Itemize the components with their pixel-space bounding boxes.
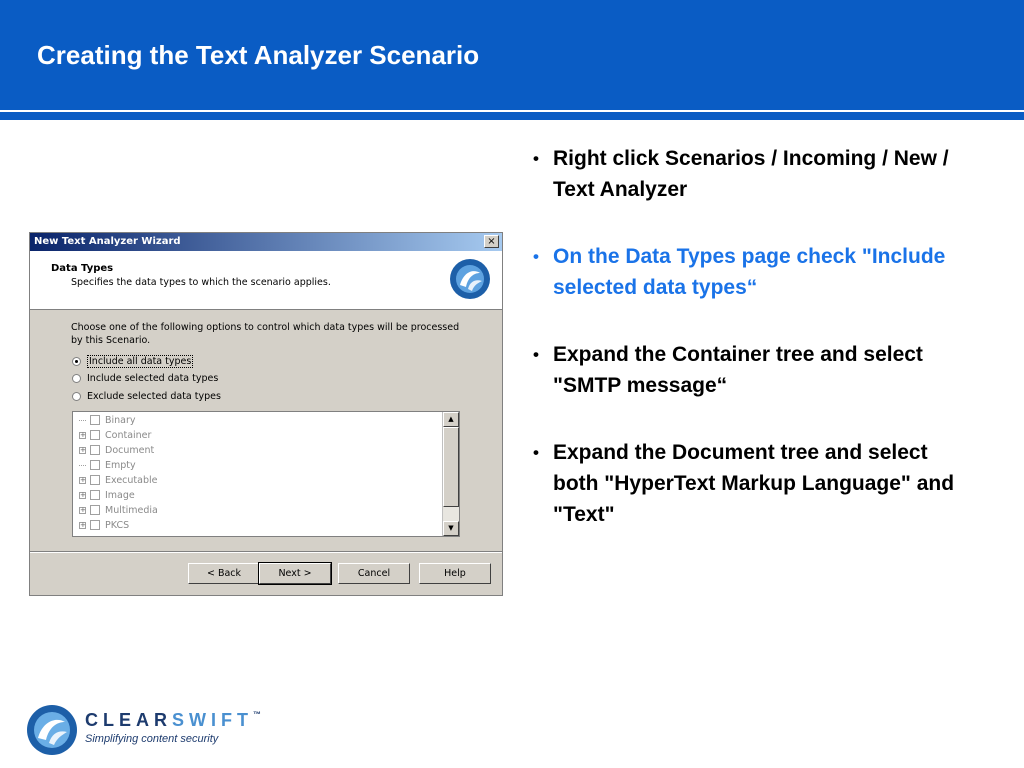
checkbox[interactable] (90, 415, 100, 425)
clearswift-logo-icon (448, 257, 492, 301)
back-button[interactable]: < Back (188, 563, 260, 584)
wizard-page-title: Data Types (51, 263, 114, 274)
checkbox[interactable] (90, 520, 100, 530)
tree-item-image[interactable] (79, 488, 135, 502)
checkbox[interactable] (90, 445, 100, 455)
bullet-icon: • (533, 443, 539, 462)
bullet-icon: • (533, 345, 539, 364)
wizard-page-subtitle: Specifies the data types to which the scenario applies. (71, 277, 331, 288)
clearswift-logo-icon (24, 702, 80, 758)
tree-line-icon (79, 420, 86, 421)
brand-suffix: SWIFT (172, 710, 253, 730)
bullet-icon: • (533, 247, 539, 266)
radio-include-all[interactable] (72, 355, 193, 368)
scroll-up-icon[interactable]: ▲ (443, 412, 459, 427)
button-separator (30, 551, 502, 553)
slide-title: Creating the Text Analyzer Scenario (37, 40, 480, 70)
expand-plus-icon[interactable]: + (80, 505, 86, 514)
expand-plus-icon[interactable]: + (80, 475, 86, 484)
tree-item-empty[interactable] (79, 458, 136, 472)
expand-plus-icon[interactable]: + (80, 520, 86, 529)
brand-tagline: Simplifying content security (85, 733, 219, 745)
tree-item-multimedia[interactable] (79, 503, 158, 517)
close-icon[interactable]: × (484, 235, 499, 248)
radio-unselected-icon[interactable] (72, 392, 81, 401)
radio-exclude-selected[interactable] (72, 391, 221, 402)
tree-line-icon (79, 465, 86, 466)
scroll-thumb[interactable] (443, 427, 459, 507)
checkbox[interactable] (90, 475, 100, 485)
radio-label: Include all data types (89, 356, 192, 367)
wizard-description: Choose one of the following options to control which data types will be processed by this Scenario. (71, 322, 460, 346)
expand-plus-icon[interactable]: + (80, 445, 86, 454)
wizard-title: New Text Analyzer Wizard (34, 236, 181, 247)
tree-item-label: Executable (105, 474, 158, 486)
radio-label: Exclude selected data types (87, 391, 221, 402)
data-types-tree[interactable] (72, 411, 460, 537)
radio-unselected-icon[interactable] (72, 374, 81, 383)
tree-item-container[interactable] (79, 428, 151, 442)
expand-plus-icon[interactable]: + (80, 490, 86, 499)
header-bar (0, 112, 1024, 120)
next-button[interactable]: Next > (259, 563, 331, 584)
bullet-text: Expand the Container tree and select "SMTP message“ (553, 343, 923, 397)
tree-item-label: Empty (105, 459, 136, 471)
checkbox[interactable] (90, 430, 100, 440)
tree-item-label: Document (105, 444, 155, 456)
bullet-text: Right click Scenarios / Incoming / New / Text Analyzer (553, 147, 949, 201)
expand-plus-icon[interactable]: + (80, 430, 86, 439)
wizard-titlebar (30, 233, 502, 251)
scroll-down-icon[interactable]: ▼ (443, 521, 459, 536)
tree-item-label: PKCS (105, 519, 130, 531)
tree-item-document[interactable] (79, 443, 154, 457)
tree-item-label: Multimedia (105, 504, 158, 516)
radio-include-selected[interactable] (72, 373, 218, 384)
checkbox[interactable] (90, 460, 100, 470)
radio-label: Include selected data types (87, 373, 219, 384)
brand-wordmark (85, 710, 261, 731)
bullet-icon: • (533, 149, 539, 168)
tree-item-executable[interactable] (79, 473, 157, 487)
checkbox[interactable] (90, 505, 100, 515)
bullet-text: Expand the Document tree and select both "HyperText Markup Language" and "Text" (553, 441, 955, 526)
help-button[interactable]: Help (419, 563, 491, 584)
radio-selected-icon[interactable] (72, 357, 81, 366)
cancel-button[interactable]: Cancel (338, 563, 410, 584)
tree-item-pkcs[interactable] (79, 518, 129, 532)
tree-scrollbar[interactable] (442, 412, 459, 536)
wizard-dialog (29, 232, 503, 596)
trademark: ™ (253, 710, 261, 719)
checkbox[interactable] (90, 490, 100, 500)
tree-item-label: Image (105, 489, 135, 501)
bullet-text: On the Data Types page check "Include selected data types“ (553, 245, 946, 299)
tree-item-binary[interactable] (79, 413, 136, 427)
tree-item-label: Binary (105, 414, 136, 426)
tree-item-label: Container (105, 429, 152, 441)
wizard-header-panel (30, 251, 502, 310)
brand-prefix: CLEAR (85, 710, 172, 730)
